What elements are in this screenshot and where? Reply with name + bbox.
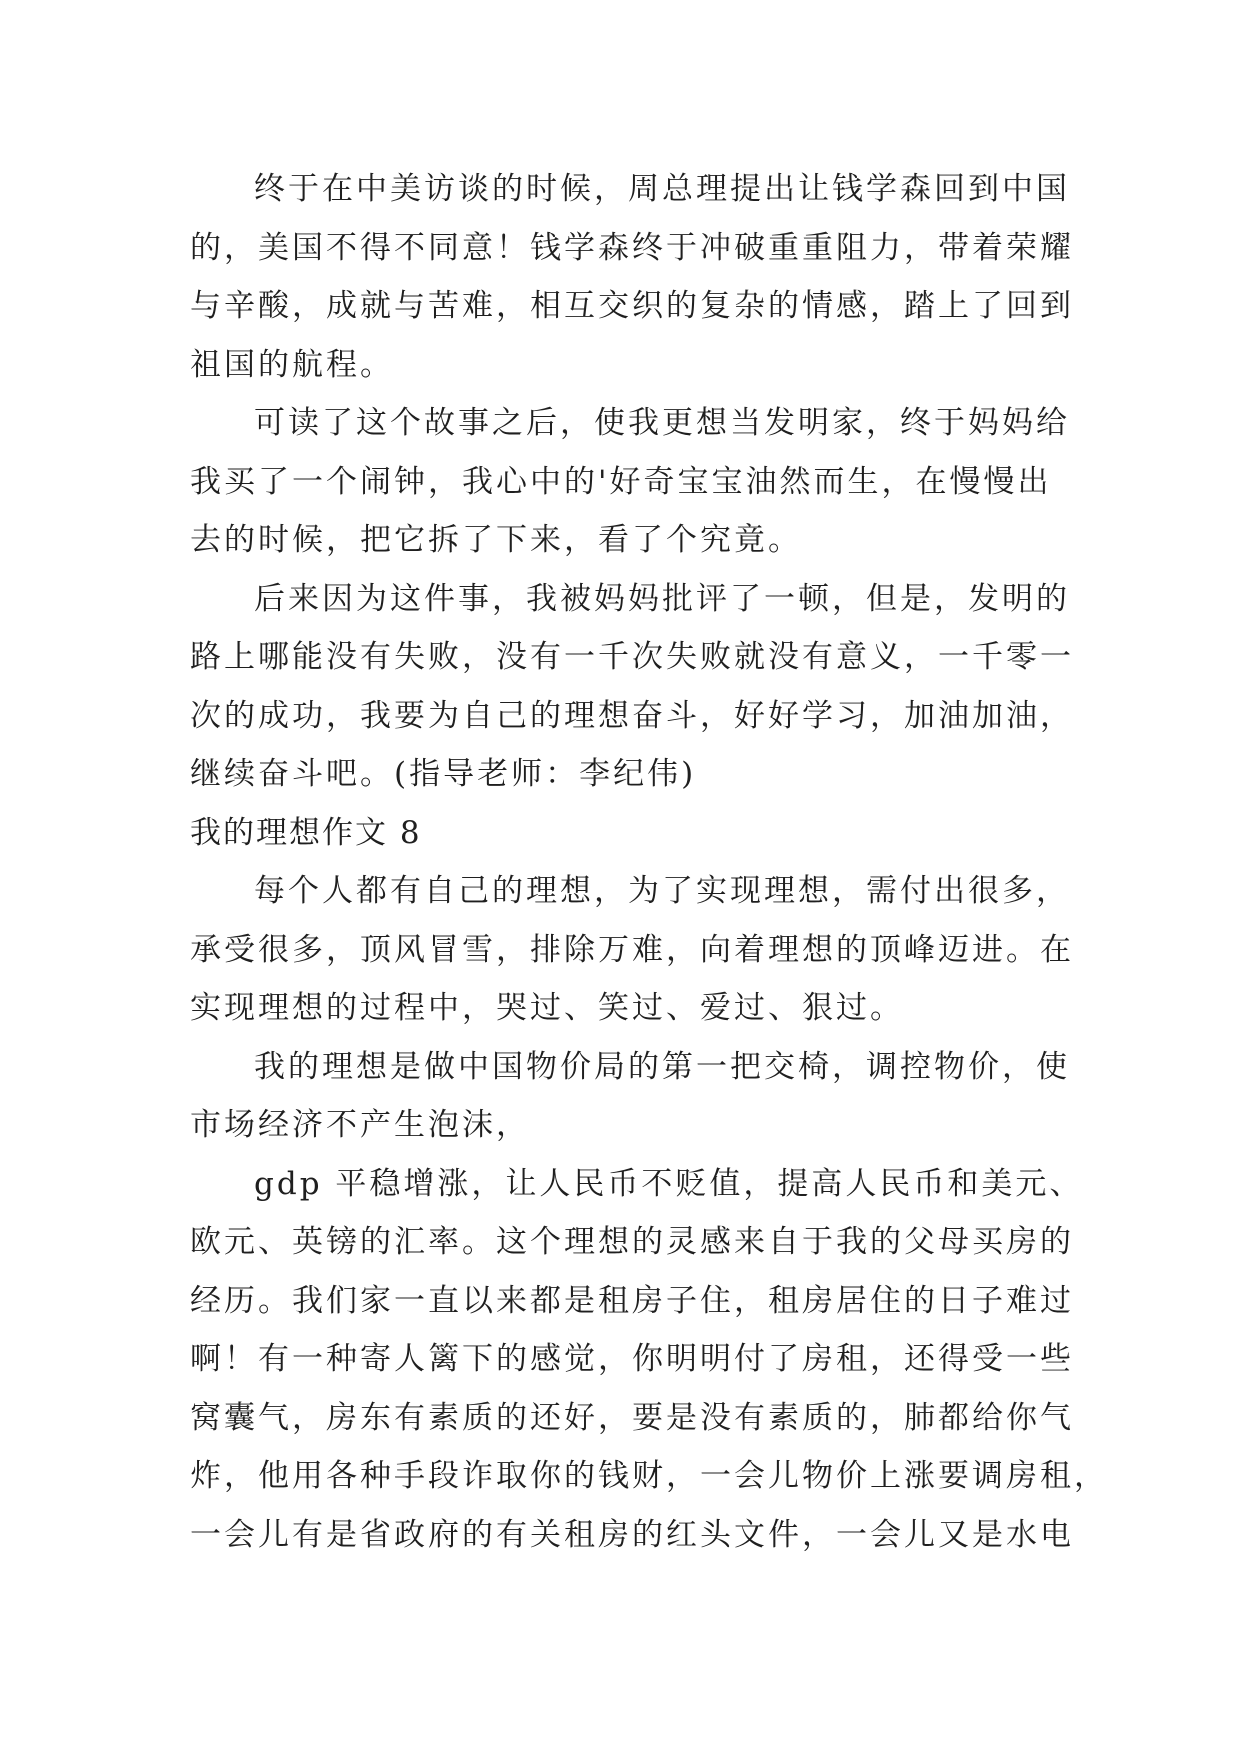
text-line: 炸，他用各种手段诈取你的钱财，一会儿物价上涨要调房租， [190,1458,1108,1494]
text-line: 路上哪能没有失败，没有一千次失败就没有意义，一千零一 [190,639,1074,675]
section-heading: 我的理想作文 8 [190,814,422,851]
text-line: 继续奋斗吧。(指导老师：李纪伟) [190,756,697,792]
text-line: 窝囊气，房东有素质的还好，要是没有素质的，肺都给你气 [190,1399,1074,1436]
text-line: 经历。我们家一直以来都是租房子住，租房居住的日子难过 [190,1282,1074,1319]
text-line: 后来因为这件事，我被妈妈批评了一顿，但是，发明的 [254,580,1070,617]
text-line: 每个人都有自己的理想，为了实现理想，需付出很多， [254,873,1070,909]
text-line: 我的理想是做中国物价局的第一把交椅，调控物价，使 [254,1048,1070,1085]
text-line: 一会儿有是省政府的有关租房的红头文件，一会儿又是水电 [190,1516,1074,1553]
text-line: 祖国的航程。 [190,346,394,383]
text-line: 实现理想的过程中，哭过、笑过、爱过、狠过。 [190,990,904,1026]
text-line: 次的成功，我要为自己的理想奋斗，好好学习，加油加油， [190,697,1074,734]
text-line: 的，美国不得不同意！钱学森终于冲破重重阻力，带着荣耀 [190,229,1074,266]
text-line: 市场经济不产生泡沫， [190,1107,530,1143]
text-line: 与辛酸，成就与苦难，相互交织的复杂的情感，踏上了回到 [190,288,1074,324]
text-line: 我买了一个闹钟，我心中的'好奇宝宝油然而生，在慢慢出 [190,463,1052,500]
text-line: 承受很多，顶风冒雪，排除万难，向着理想的顶峰迈进。在 [190,931,1074,968]
text-line: gdp 平稳增涨，让人民币不贬值，提高人民币和美元、 [254,1165,1084,1202]
text-line: 啊！有一种寄人篱下的感觉，你明明付了房租，还得受一些 [190,1341,1074,1377]
text-line: 可读了这个故事之后，使我更想当发明家，终于妈妈给 [254,405,1070,441]
text-line: 欧元、英镑的汇率。这个理想的灵感来自于我的父母买房的 [190,1224,1074,1260]
text-column [190,160,1108,1564]
text-line: 去的时候，把它拆了下来，看了个究竟。 [190,522,802,558]
text-line: 终于在中美访谈的时候，周总理提出让钱学森回到中国 [254,171,1070,207]
